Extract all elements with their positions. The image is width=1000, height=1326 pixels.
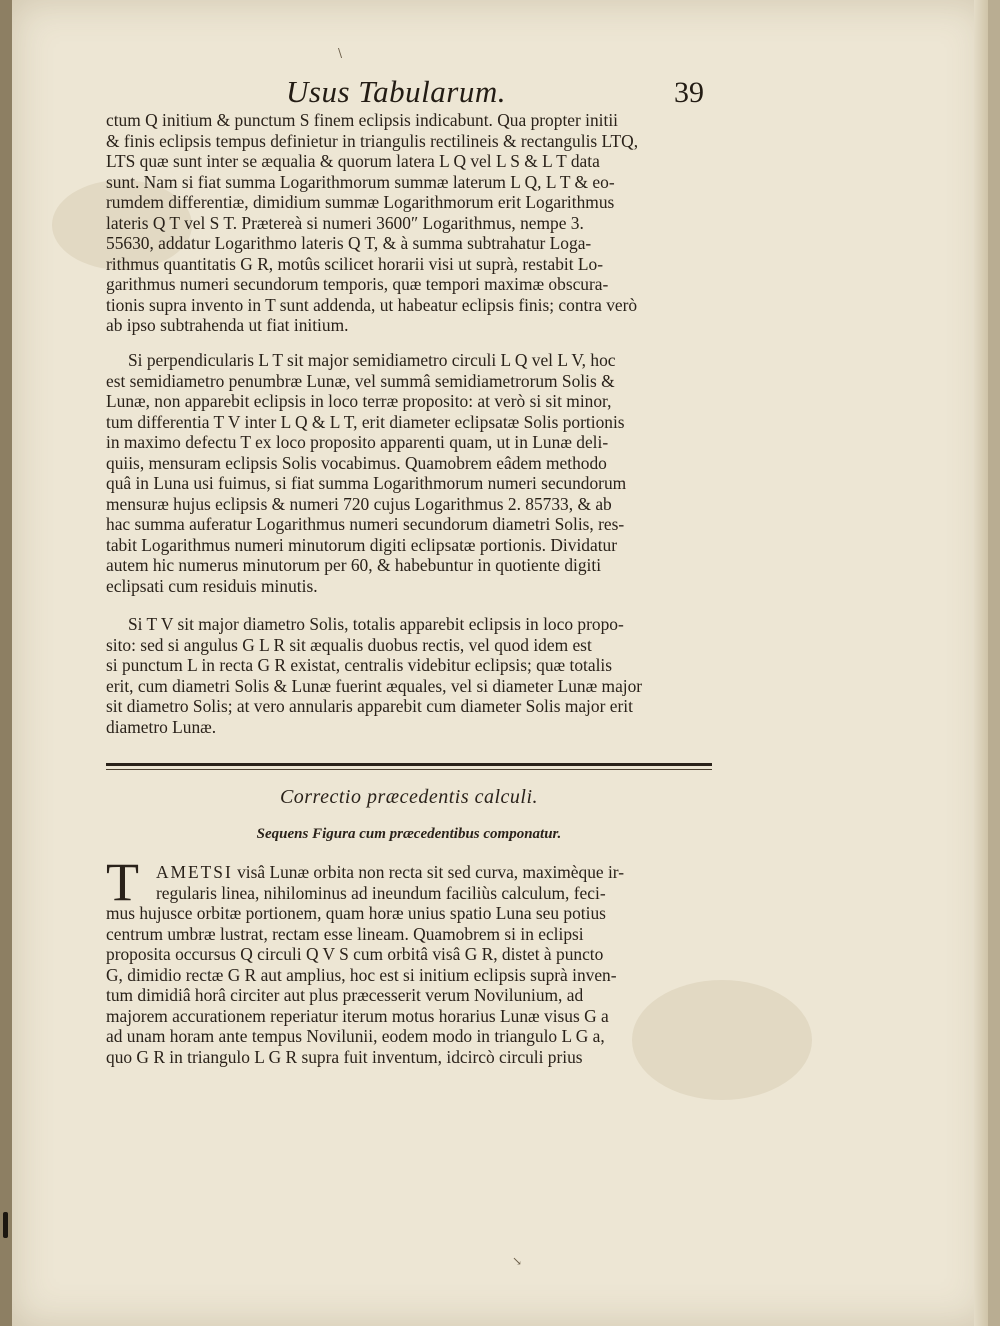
text-line: sito: sed si angulus G L R sit æqualis duobus rectis, vel quod idem est xyxy=(106,634,592,655)
text-line: ad unam horam ante tempus Novilunii, eodem modo in triangulo L G a, xyxy=(106,1026,605,1047)
text-line: LTS quæ sunt inter se æqualia & quorum latera L Q vel L S & L T data xyxy=(106,151,600,172)
opening-word: AMETSI xyxy=(156,862,233,882)
text-line xyxy=(106,862,712,883)
section-subtitle: Sequens Figura cum præcedentibus componatur. xyxy=(256,826,562,842)
text-line: diametro Lunæ. xyxy=(106,716,217,737)
text-line: regularis linea, nihilominus ad ineundum faciliùs calculum, feci- xyxy=(156,882,606,903)
paragraph-three xyxy=(106,614,712,737)
paragraph-two xyxy=(106,350,712,597)
printer-tick: \ xyxy=(338,46,343,60)
text-line: ab ipso subtrahenda ut fiat initium. xyxy=(106,315,349,336)
text-line: sit diametro Solis; at vero annularis apparebit cum diameter Solis major erit xyxy=(106,696,633,717)
text-line: sunt. Nam si fiat summa Logarithmorum summæ laterum L Q, L T & eo- xyxy=(106,171,615,192)
book-spine xyxy=(0,0,12,1326)
text-line: hac summa auferatur Logarithmus numeri secundorum diametri Solis, res- xyxy=(106,514,625,535)
text-line: autem hic numerus minutorum per 60, & habebuntur in quotiente digiti xyxy=(106,555,602,576)
text-line: Si perpendicularis L T sit major semidiametro circuli L Q vel L V, hoc xyxy=(128,350,616,370)
text-line: tabit Logarithmus numeri minutorum digiti eclipsatæ portionis. Dividatur xyxy=(106,534,618,555)
drop-capital: T xyxy=(106,852,139,912)
text-line: tum differentia T V inter L Q & L T, erit diameter eclipsatæ Solis portionis xyxy=(106,411,625,432)
text-line: majorem accurationem reperiatur iterum motus horarius Lunæ visus G a xyxy=(106,1005,609,1026)
section-title: Correctio præcedentis calculi. xyxy=(279,786,539,808)
running-head xyxy=(0,72,1000,112)
text-line: tionis supra invento in T sunt addenda, ut habeatur eclipsis finis; contra verò xyxy=(106,294,638,315)
text-line: Si T V sit major diametro Solis, totalis apparebit eclipsis in loco propo- xyxy=(128,614,624,634)
text-line: Lunæ, non apparebit eclipsis in loco terræ proposito: at verò si sit minor, xyxy=(106,391,612,412)
text-line: rithmus quantitatis G R, motûs scilicet horarii visi ut suprà, restabit Lo- xyxy=(106,253,604,274)
paragraph-four xyxy=(106,852,712,1067)
text-line: centrum umbræ lustrat, rectam esse lineam. Quamobrem si in eclipsi xyxy=(106,923,584,944)
page-number: 39 xyxy=(674,76,704,109)
text-line: rumdem differentiæ, dimidium summæ Logarithmorum erit Logarithmus xyxy=(106,192,615,213)
text-fragment: visâ Lunæ orbita non recta sit sed curva, maximèque ir- xyxy=(232,862,625,882)
text-line: & finis eclipsis tempus definietur in triangulis rectilineis & rectangulis LTQ, xyxy=(106,130,639,151)
text-line: mensuræ hujus eclipsis & numeri 720 cujus Logarithmus 2. 85733, & ab xyxy=(106,493,612,514)
text-line: mus hujusce orbitæ portionem, quam horæ unius spatio Luna seu potius xyxy=(106,903,606,924)
text-line: quiis, mensuram eclipsis Solis vocabimus. Quamobrem eâdem methodo xyxy=(106,452,607,473)
text-line: lateris Q T vel S T. Prætereà si numeri 3600″ Logarithmus, nempe 3. xyxy=(106,212,584,233)
text-line: 55630, addatur Logarithmo lateris Q T, & à summa subtrahatur Loga- xyxy=(106,233,592,254)
text-line: erit, cum diametri Solis & Lunæ fuerint æquales, vel si diameter Lunæ major xyxy=(106,675,643,696)
running-title: Usus Tabularum. xyxy=(286,74,506,109)
text-line: garithmus numeri secundorum temporis, quæ tempori maximæ obscura- xyxy=(106,274,609,295)
text-line: quâ in Luna usi fuimus, si fiat summa Logarithmorum numeri secundorum xyxy=(106,473,627,494)
text-line: si punctum L in recta G R existat, centralis videbitur eclipsis; quæ totalis xyxy=(106,655,613,676)
section-rule-thin xyxy=(106,769,712,770)
binding-mark xyxy=(3,1212,8,1238)
section-rule xyxy=(106,763,712,766)
text-line: proposita occursus Q circuli Q V S cum orbitâ visâ G R, distet à puncto xyxy=(106,944,604,965)
text-line: est semidiametro penumbræ Lunæ, vel summâ semidiametrorum Solis & xyxy=(106,370,615,391)
text-line: eclipsati cum residuis minutis. xyxy=(106,576,318,597)
printer-tick: ↘ xyxy=(512,1254,523,1268)
page-edge xyxy=(974,0,988,1326)
text-line: quo G R in triangulo L G R supra fuit inventum, idcircò circuli prius xyxy=(106,1046,583,1067)
paragraph-one xyxy=(106,110,712,336)
text-line: in maximo defectu T ex loco proposito apparenti quam, ut in Lunæ deli- xyxy=(106,432,609,453)
text-line: ctum Q initium & punctum S finem eclipsis indicabunt. Qua propter initii xyxy=(106,110,618,130)
text-line: G, dimidio rectæ G R aut amplius, hoc est si initium eclipsis suprà inven- xyxy=(106,964,617,985)
text-line: tum dimidiâ horâ circiter aut plus præcesserit verum Novilunium, ad xyxy=(106,985,584,1006)
